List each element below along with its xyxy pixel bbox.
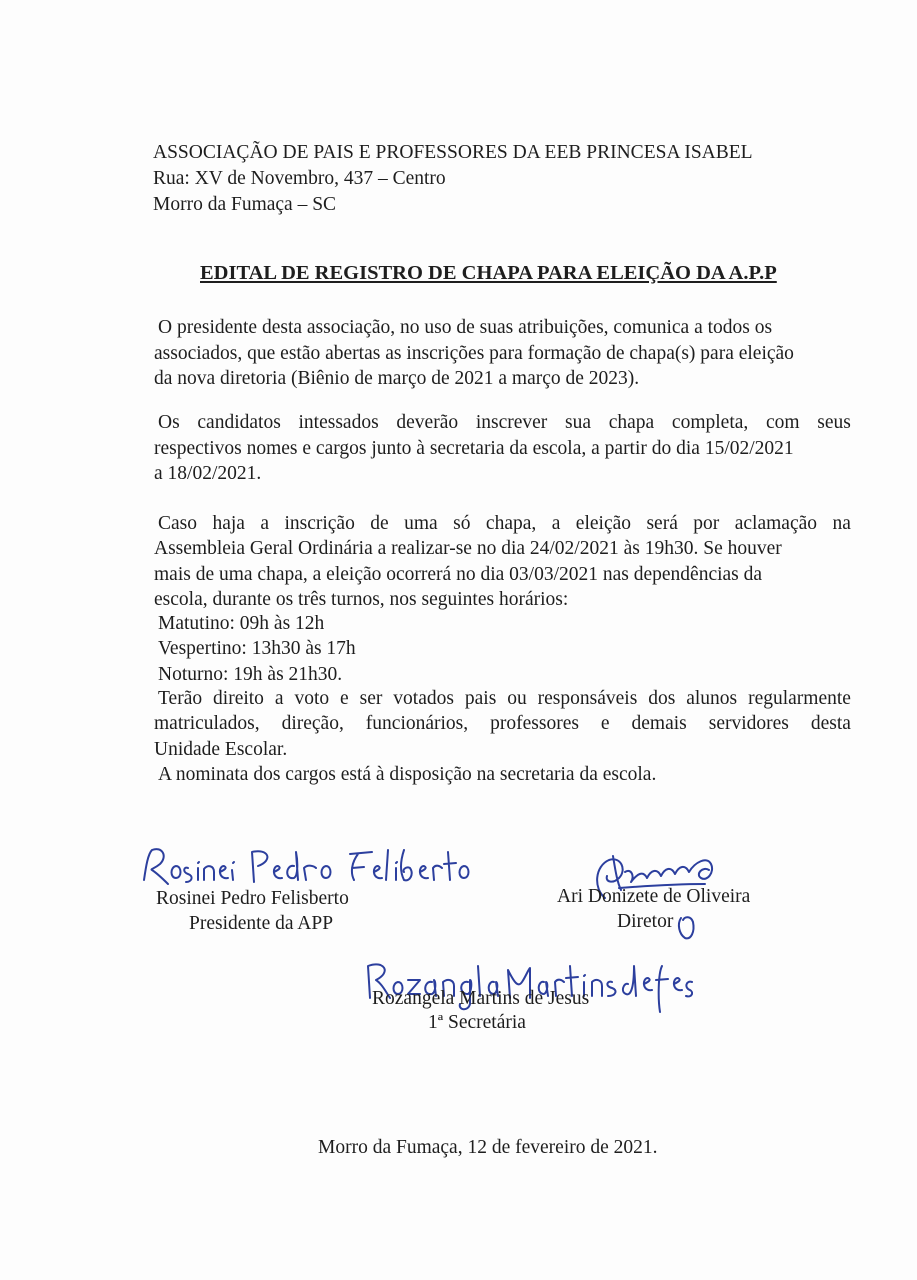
paragraph-line: O presidente desta associação, no uso de suas atribuições, comunica a todos os	[158, 317, 773, 338]
paragraph-line: da nova diretoria (Biênio de março de 2021 a março de 2023).	[154, 368, 640, 389]
word: funcionários,	[365, 713, 469, 734]
word: só	[453, 513, 471, 534]
word: responsáveis	[537, 688, 638, 709]
paragraph-line: associados, que estão abertas as inscrições para formação de chapa(s) para eleição	[154, 343, 794, 364]
director-role: Diretor	[617, 911, 674, 932]
paragraph-line: respectivos nomes e cargos junto à secretaria da escola, a partir do dia 15/02/2021	[154, 438, 794, 459]
word: ou	[507, 688, 527, 709]
paragraph-line: mais de uma chapa, a eleição ocorrerá no dia 03/03/2021 nas dependências da	[154, 564, 763, 585]
word: servidores	[708, 713, 789, 734]
word: por	[693, 513, 720, 534]
word: votados	[393, 688, 454, 709]
place-and-date: Morro da Fumaça, 12 de fevereiro de 2021.	[318, 1137, 658, 1158]
word: Terão	[158, 688, 203, 709]
paragraph-line: Unidade Escolar.	[154, 739, 288, 760]
secretary-name: Rozangela Martins de Jesus	[372, 988, 590, 1009]
paragraph-line: escola, durante os três turnos, nos seguintes horários:	[154, 589, 569, 610]
word: a	[551, 513, 561, 534]
word: intessados	[298, 412, 379, 433]
word: chapa	[608, 412, 655, 433]
secretary-role: 1ª Secretária	[428, 1012, 526, 1033]
association-city: Morro da Fumaça – SC	[153, 194, 337, 215]
word: e	[600, 713, 610, 734]
word: ser	[359, 688, 383, 709]
director-name: Ari Donizete de Oliveira	[557, 886, 751, 907]
schedule-night: Noturno: 19h às 21h30.	[158, 664, 343, 685]
president-role: Presidente da APP	[189, 913, 334, 934]
word: chapa,	[485, 513, 537, 534]
word: candidatos	[197, 412, 281, 433]
word: seus	[817, 412, 851, 433]
paragraph-line	[158, 512, 851, 536]
paragraph-line	[158, 687, 851, 711]
word: inscrição	[284, 513, 355, 534]
word: deverão	[396, 412, 459, 433]
word: Caso	[158, 513, 197, 534]
word: regularmente	[748, 688, 851, 709]
word: dos	[648, 688, 676, 709]
word: na	[832, 513, 851, 534]
document-title: EDITAL DE REGISTRO DE CHAPA PARA ELEIÇÃO DA A.P.P	[200, 262, 777, 284]
association-address: Rua: XV de Novembro, 437 – Centro	[153, 168, 446, 189]
word: professores	[490, 713, 579, 734]
word: voto	[294, 688, 330, 709]
paragraph-line: A nominata dos cargos está à disposição na secretaria da escola.	[158, 764, 657, 785]
paragraph-line	[158, 411, 851, 435]
word: de	[370, 513, 389, 534]
president-handwritten-signature	[138, 842, 483, 892]
word: a	[260, 513, 270, 534]
schedule-afternoon: Vespertino: 13h30 às 17h	[158, 638, 356, 659]
association-name: ASSOCIAÇÃO DE PAIS E PROFESSORES DA EEB PRINCESA ISABEL	[153, 142, 753, 163]
word: pais	[464, 688, 497, 709]
paragraph-line	[154, 712, 851, 736]
word: direito	[213, 688, 264, 709]
word: alunos	[686, 688, 738, 709]
word: matriculados,	[154, 713, 260, 734]
word: uma	[404, 513, 438, 534]
word: aclamação	[734, 513, 817, 534]
word: Os	[158, 412, 180, 433]
word: eleição	[575, 513, 632, 534]
word: direção,	[281, 713, 344, 734]
word: haja	[212, 513, 245, 534]
word: será	[646, 513, 678, 534]
word: com	[765, 412, 800, 433]
word: completa,	[671, 412, 749, 433]
president-name: Rosinei Pedro Felisberto	[156, 888, 349, 909]
word: demais	[631, 713, 687, 734]
word: inscrever	[475, 412, 548, 433]
word: desta	[810, 713, 851, 734]
paragraph-line: a 18/02/2021.	[154, 463, 262, 484]
word: sua	[565, 412, 592, 433]
paragraph-line: Assembleia Geral Ordinária a realizar-se no dia 24/02/2021 às 19h30. Se houver	[154, 538, 782, 559]
word: e	[340, 688, 349, 709]
schedule-morning: Matutino: 09h às 12h	[158, 613, 325, 634]
word: a	[274, 688, 284, 709]
